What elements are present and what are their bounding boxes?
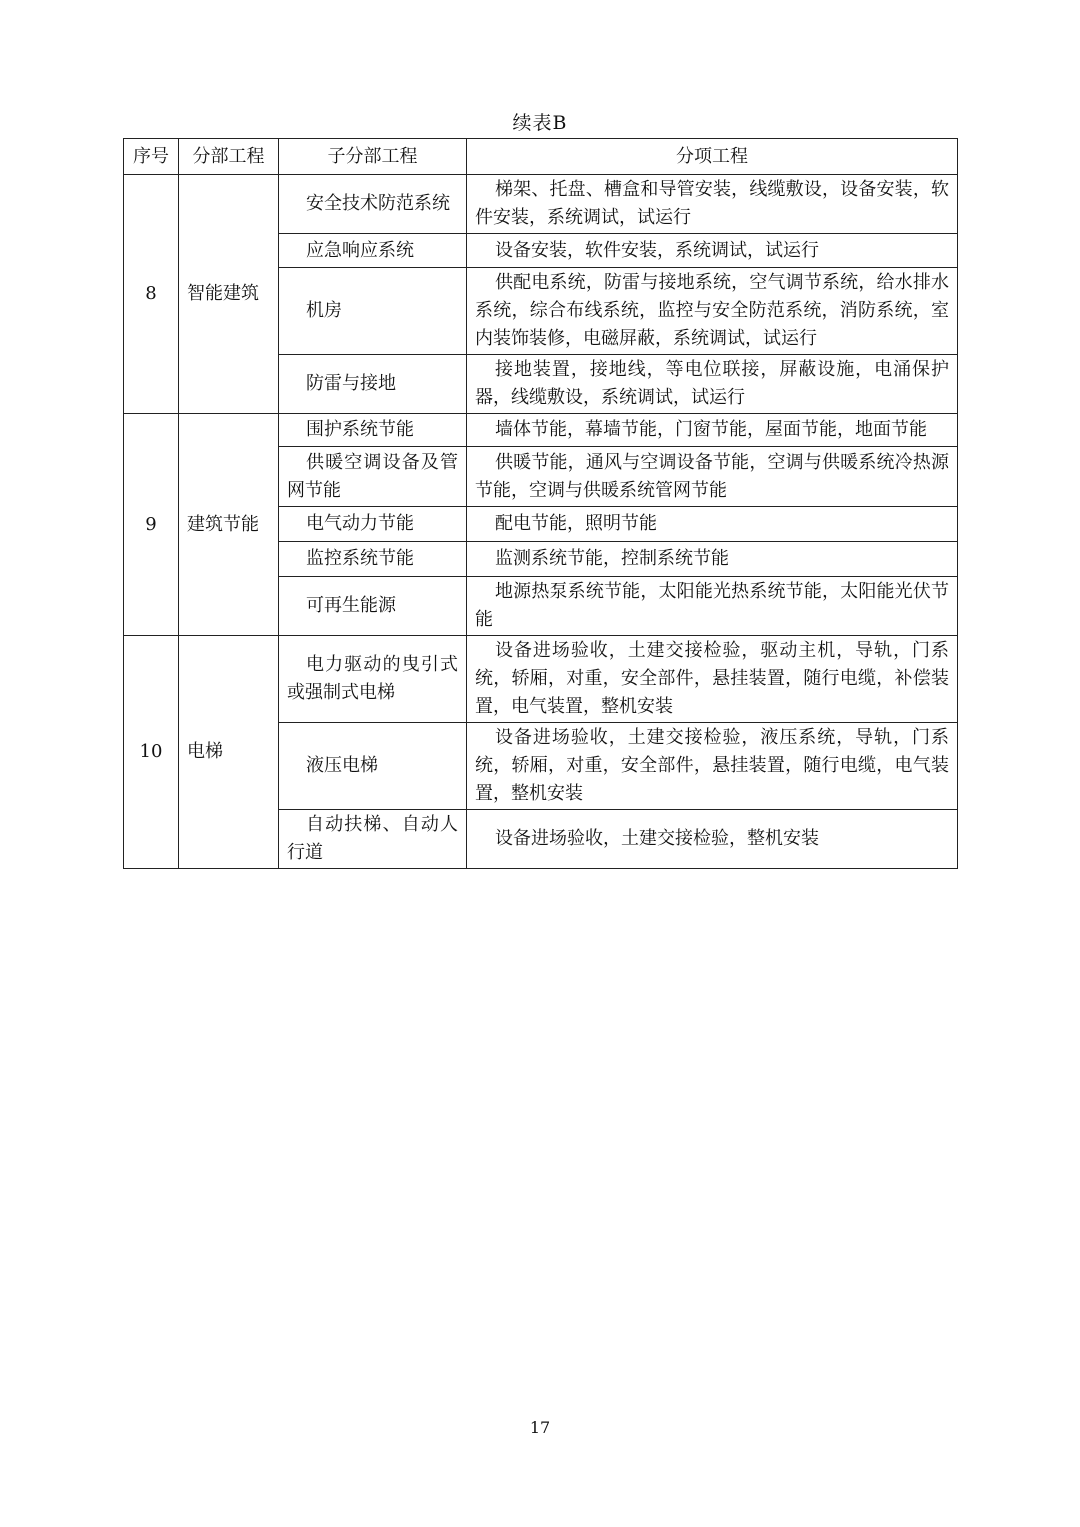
division-cell: 电梯	[179, 636, 279, 869]
items-cell: 梯架、托盘、槽盒和导管安装，线缆敷设，设备安装，软件安装，系统调试，试运行	[467, 175, 958, 234]
table-caption: 续表B	[512, 112, 568, 134]
items-cell: 接地装置，接地线，等电位联接，屏蔽设施，电涌保护器，线缆敷设，系统调试，试运行	[467, 355, 958, 414]
division-table	[123, 138, 958, 869]
items-cell: 供暖节能，通风与空调设备节能，空调与供暖系统冷热源节能，空调与供暖系统管网节能	[467, 447, 958, 507]
subdivision-cell: 机房	[279, 268, 467, 355]
items-cell: 设备进场验收，土建交接检验，液压系统，导轨，门系统，轿厢，对重，安全部件，悬挂装置，随行电缆，电气装置，整机安装	[467, 723, 958, 810]
subdivision-cell: 电力驱动的曳引式或强制式电梯	[279, 636, 467, 723]
seq-cell: 8	[124, 175, 179, 414]
seq-cell: 9	[124, 414, 179, 636]
subdivision-cell: 自动扶梯、自动人行道	[279, 810, 467, 869]
header-items: 分项工程	[467, 139, 958, 175]
items-cell: 地源热泵系统节能，太阳能光热系统节能，太阳能光伏节能	[467, 577, 958, 636]
header-seq: 序号	[124, 139, 179, 175]
items-cell: 监测系统节能，控制系统节能	[467, 542, 958, 577]
table-row	[124, 636, 958, 723]
items-cell: 供配电系统，防雷与接地系统，空气调节系统，给水排水系统，综合布线系统，监控与安全防范系统，消防系统，室内装饰装修，电磁屏蔽，系统调试，试运行	[467, 268, 958, 355]
subdivision-cell: 安全技术防范系统	[279, 175, 467, 234]
subdivision-cell: 围护系统节能	[279, 414, 467, 447]
header-subdivision: 子分部工程	[279, 139, 467, 175]
table-row	[124, 175, 958, 234]
subdivision-cell: 供暖空调设备及管网节能	[279, 447, 467, 507]
table-header-row	[124, 139, 958, 175]
subdivision-cell: 电气动力节能	[279, 507, 467, 542]
division-cell: 建筑节能	[179, 414, 279, 636]
subdivision-cell: 应急响应系统	[279, 234, 467, 268]
items-cell: 设备安装，软件安装，系统调试，试运行	[467, 234, 958, 268]
subdivision-cell: 可再生能源	[279, 577, 467, 636]
subdivision-cell: 防雷与接地	[279, 355, 467, 414]
items-cell: 设备进场验收，土建交接检验，整机安装	[467, 810, 958, 869]
table-row	[124, 414, 958, 447]
items-cell: 设备进场验收，土建交接检验，驱动主机，导轨，门系统，轿厢，对重，安全部件，悬挂装置，随行电缆，补偿装置，电气装置，整机安装	[467, 636, 958, 723]
items-cell: 墙体节能，幕墙节能，门窗节能，屋面节能，地面节能	[467, 414, 958, 447]
subdivision-cell: 液压电梯	[279, 723, 467, 810]
seq-cell: 10	[124, 636, 179, 869]
items-cell: 配电节能，照明节能	[467, 507, 958, 542]
header-division: 分部工程	[179, 139, 279, 175]
subdivision-cell: 监控系统节能	[279, 542, 467, 577]
page-number: 17	[529, 1418, 551, 1437]
division-cell: 智能建筑	[179, 175, 279, 414]
